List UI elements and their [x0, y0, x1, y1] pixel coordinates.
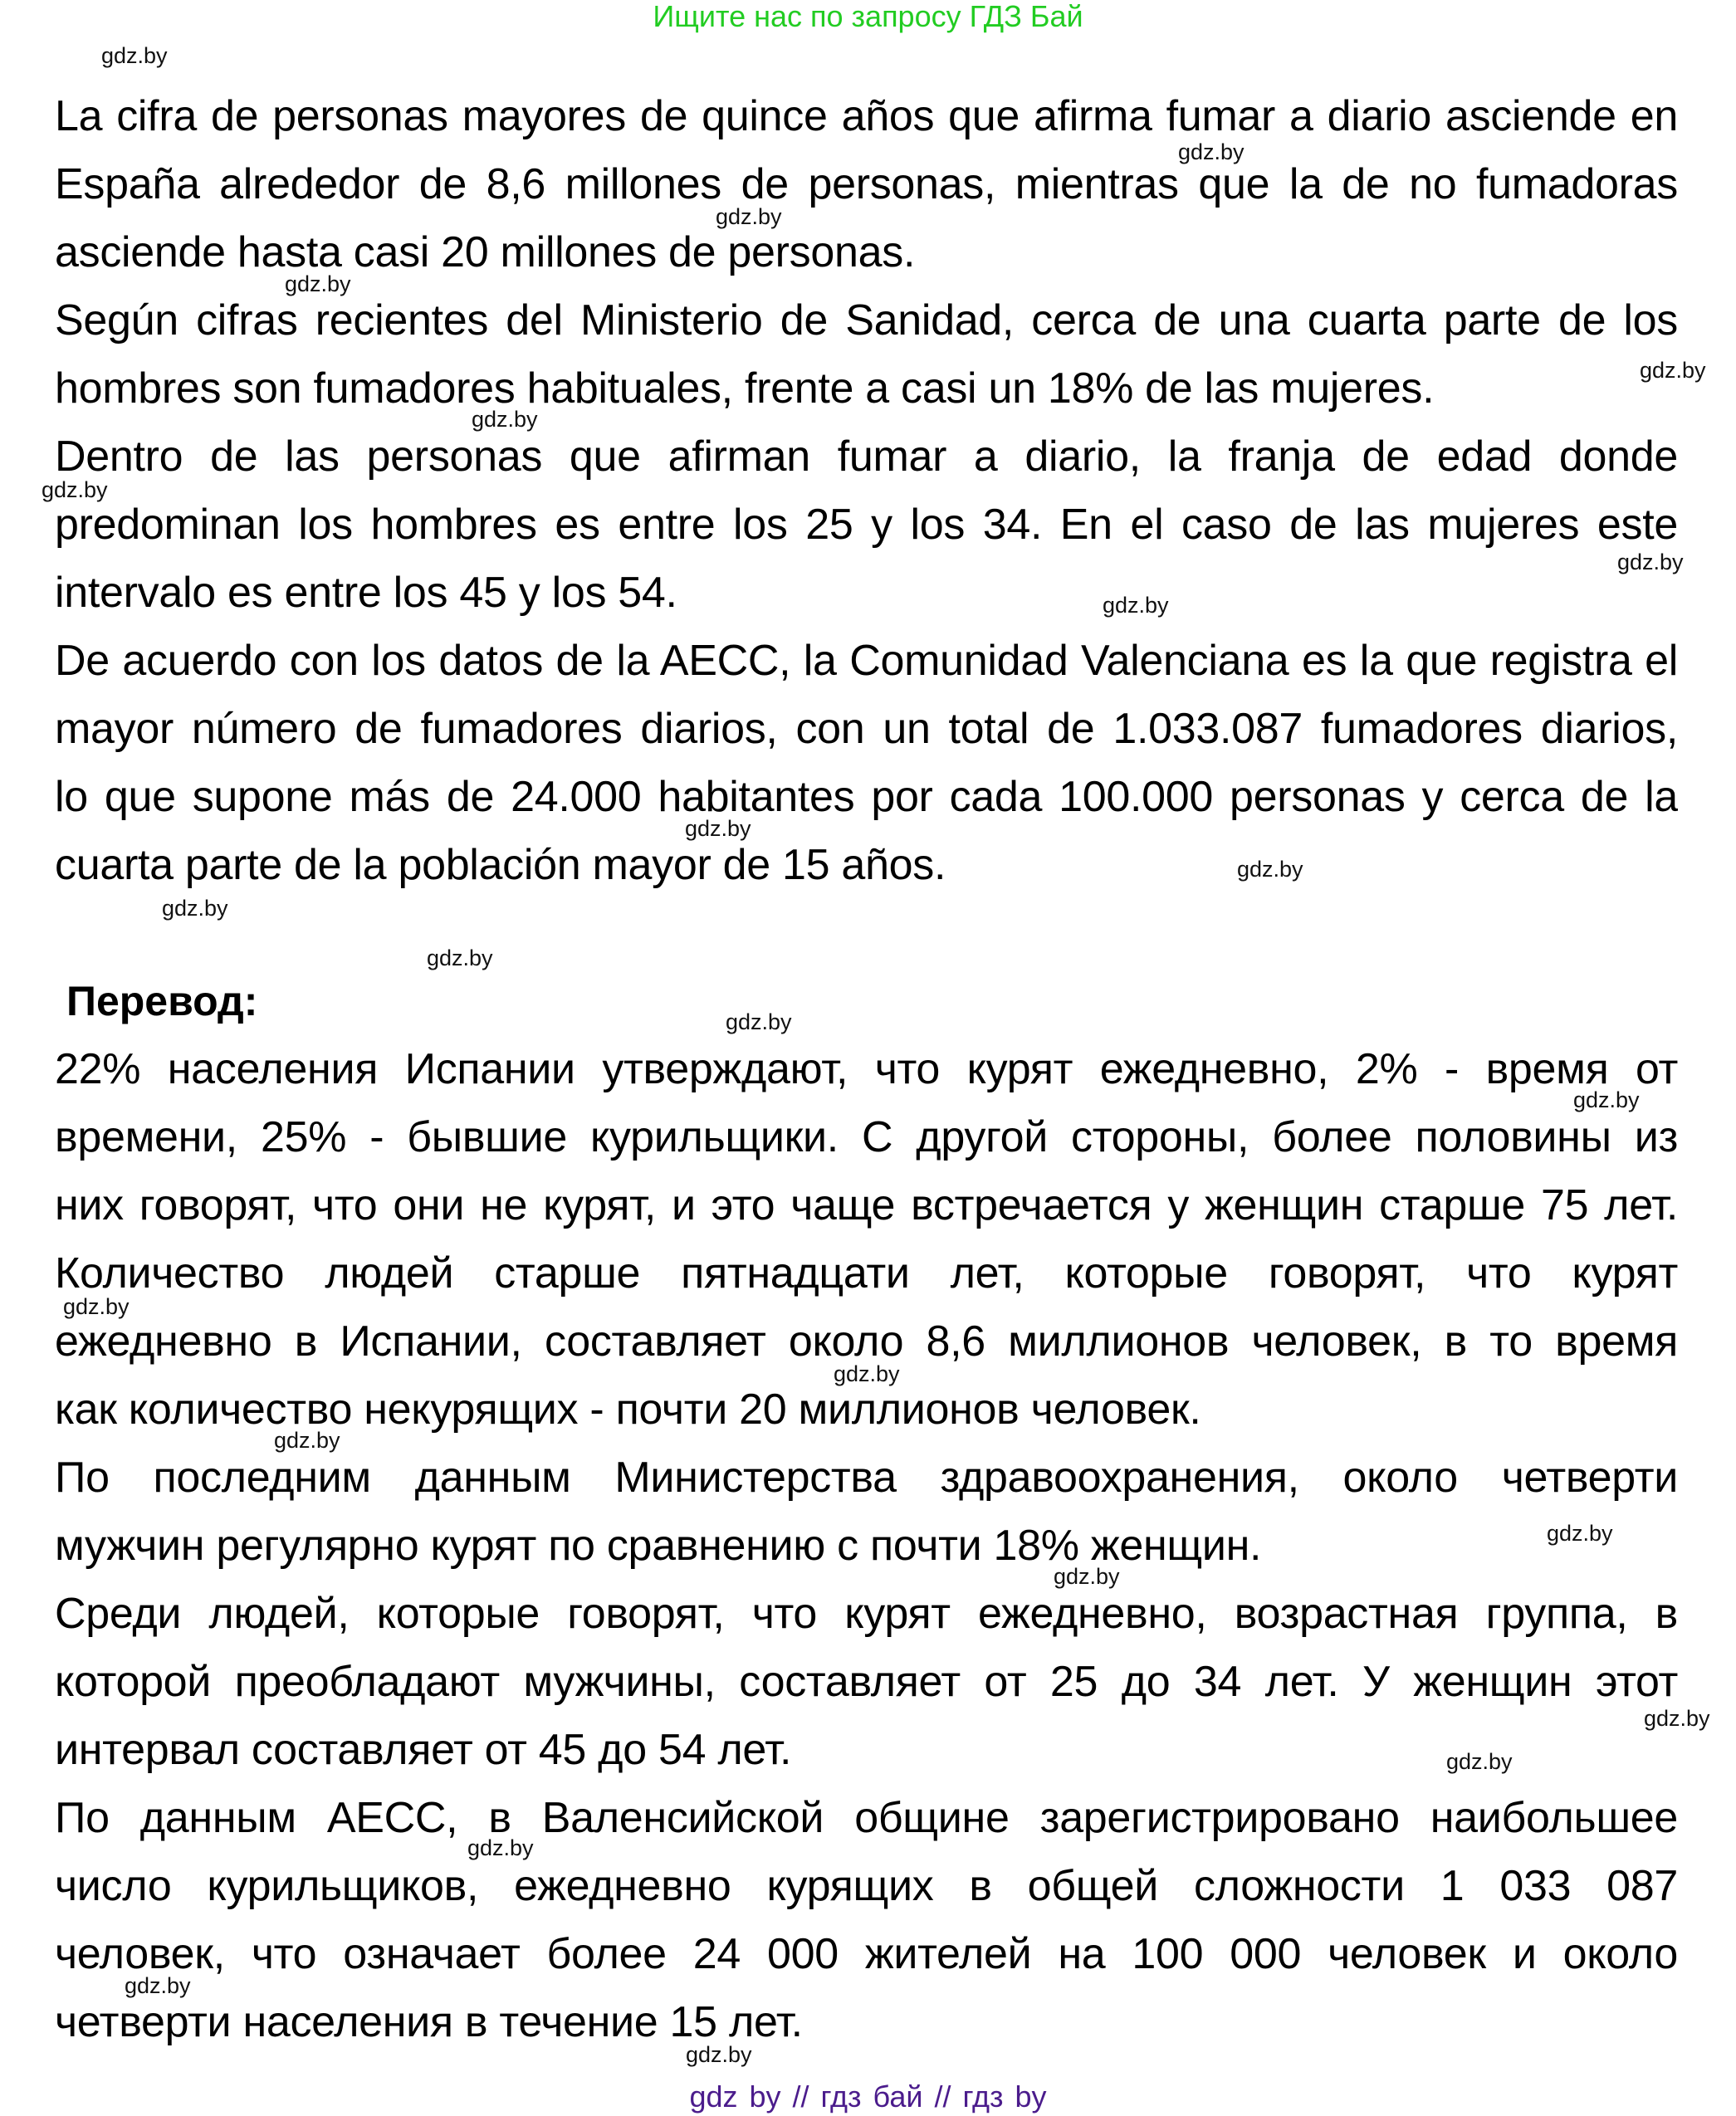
watermark: gdz.by: [1178, 139, 1245, 164]
text-line: ежедневно в Испании, составляет около 8,6 миллионов человек, в то время: [55, 1317, 1678, 1366]
watermark: gdz.by: [101, 43, 168, 68]
watermark: gdz.by: [427, 946, 493, 970]
watermark: gdz.by: [162, 896, 228, 921]
text-line: По последним данным Министерства здравоохранения, около четверти: [55, 1454, 1678, 1502]
watermark: gdz.by: [472, 407, 538, 432]
watermark: gdz.by: [1237, 857, 1303, 882]
text-line: четверти населения в течение 15 лет.: [55, 1998, 803, 2046]
text-line: времени, 25% - бывшие курильщики. С другой стороны, более половины из: [55, 1113, 1678, 1161]
text-line: мужчин регулярно курят по сравнению с почти 18% женщин.: [55, 1522, 1262, 1570]
text-line: По данным AECC, в Валенсийской общине зарегистрировано наибольшее: [55, 1794, 1678, 1842]
watermark: gdz.by: [125, 1973, 191, 1998]
watermark: gdz.by: [1617, 550, 1684, 574]
watermark: gdz.by: [1640, 358, 1706, 383]
text-line: которой преобладают мужчины, составляет от 25 до 34 лет. У женщин этот: [55, 1658, 1678, 1706]
text-line: Dentro de las personas que afirman fumar a diario, la franja de edad donde: [55, 432, 1678, 481]
watermark: gdz.by: [834, 1361, 900, 1386]
watermark: gdz.by: [1446, 1749, 1513, 1774]
watermark: gdz.by: [716, 204, 782, 229]
text-line: hombres son fumadores habituales, frente a casi un 18% de las mujeres.: [55, 364, 1435, 413]
text-line: intervalo es entre los 45 y los 54.: [55, 569, 677, 617]
text-line: predominan los hombres es entre los 25 y los 34. En el caso de las mujeres este: [55, 501, 1678, 549]
text-line: cuarta parte de la población mayor de 15 años.: [55, 841, 946, 889]
watermark: gdz.by: [1054, 1564, 1120, 1589]
watermark: gdz.by: [1644, 1706, 1710, 1731]
text-line: человек, что означает более 24 000 жителей на 100 000 человек и около: [55, 1930, 1678, 1978]
text-line: Según cifras recientes del Ministerio de Sanidad, cerca de una cuarta parte de los: [55, 296, 1678, 345]
text-line: De acuerdo con los datos de la AECC, la Comunidad Valenciana es la que registra el: [55, 637, 1678, 685]
translation-title: Перевод:: [66, 978, 258, 1024]
promo-header: Ищите нас по запросу ГДЗ Бай: [653, 0, 1083, 33]
watermark: gdz.by: [686, 2042, 752, 2067]
text-line: интервал составляет от 45 до 54 лет.: [55, 1726, 792, 1774]
watermark: gdz.by: [63, 1294, 130, 1319]
text-line: La cifra de personas mayores de quince años que afirma fumar a diario asciende en: [55, 92, 1678, 140]
text-line: asciende hasta casi 20 millones de personas.: [55, 228, 916, 276]
text-line: Количество людей старше пятнадцати лет, которые говорят, что курят: [55, 1249, 1678, 1297]
text-line: mayor número de fumadores diarios, con un total de 1.033.087 fumadores diarios,: [55, 705, 1678, 753]
text-line: 22% населения Испании утверждают, что курят ежедневно, 2% - время от: [55, 1045, 1678, 1093]
text-line: Среди людей, которые говорят, что курят ежедневно, возрастная группа, в: [55, 1590, 1678, 1638]
text-line: lo que supone más de 24.000 habitantes por cada 100.000 personas y cerca de la: [55, 773, 1678, 821]
watermark: gdz.by: [42, 477, 108, 502]
watermark: gdz.by: [274, 1428, 340, 1453]
watermark: gdz.by: [1103, 593, 1169, 618]
watermark: gdz.by: [726, 1009, 792, 1034]
text-line: España alrededor de 8,6 millones de personas, mientras que la de no fumadoras: [55, 160, 1678, 208]
footer-links: gdz by // гдз бай // гдз by: [689, 2079, 1047, 2114]
watermark: gdz.by: [467, 1835, 534, 1860]
watermark: gdz.by: [285, 271, 351, 296]
watermark: gdz.by: [685, 816, 751, 841]
text-line: число курильщиков, ежедневно курящих в общей сложности 1 033 087: [55, 1862, 1678, 1910]
watermark: gdz.by: [1547, 1521, 1613, 1546]
text-line: них говорят, что они не курят, и это чаще встречается у женщин старше 75 лет.: [55, 1181, 1678, 1229]
watermark: gdz.by: [1573, 1087, 1640, 1112]
text-line: как количество некурящих - почти 20 миллионов человек.: [55, 1385, 1201, 1434]
